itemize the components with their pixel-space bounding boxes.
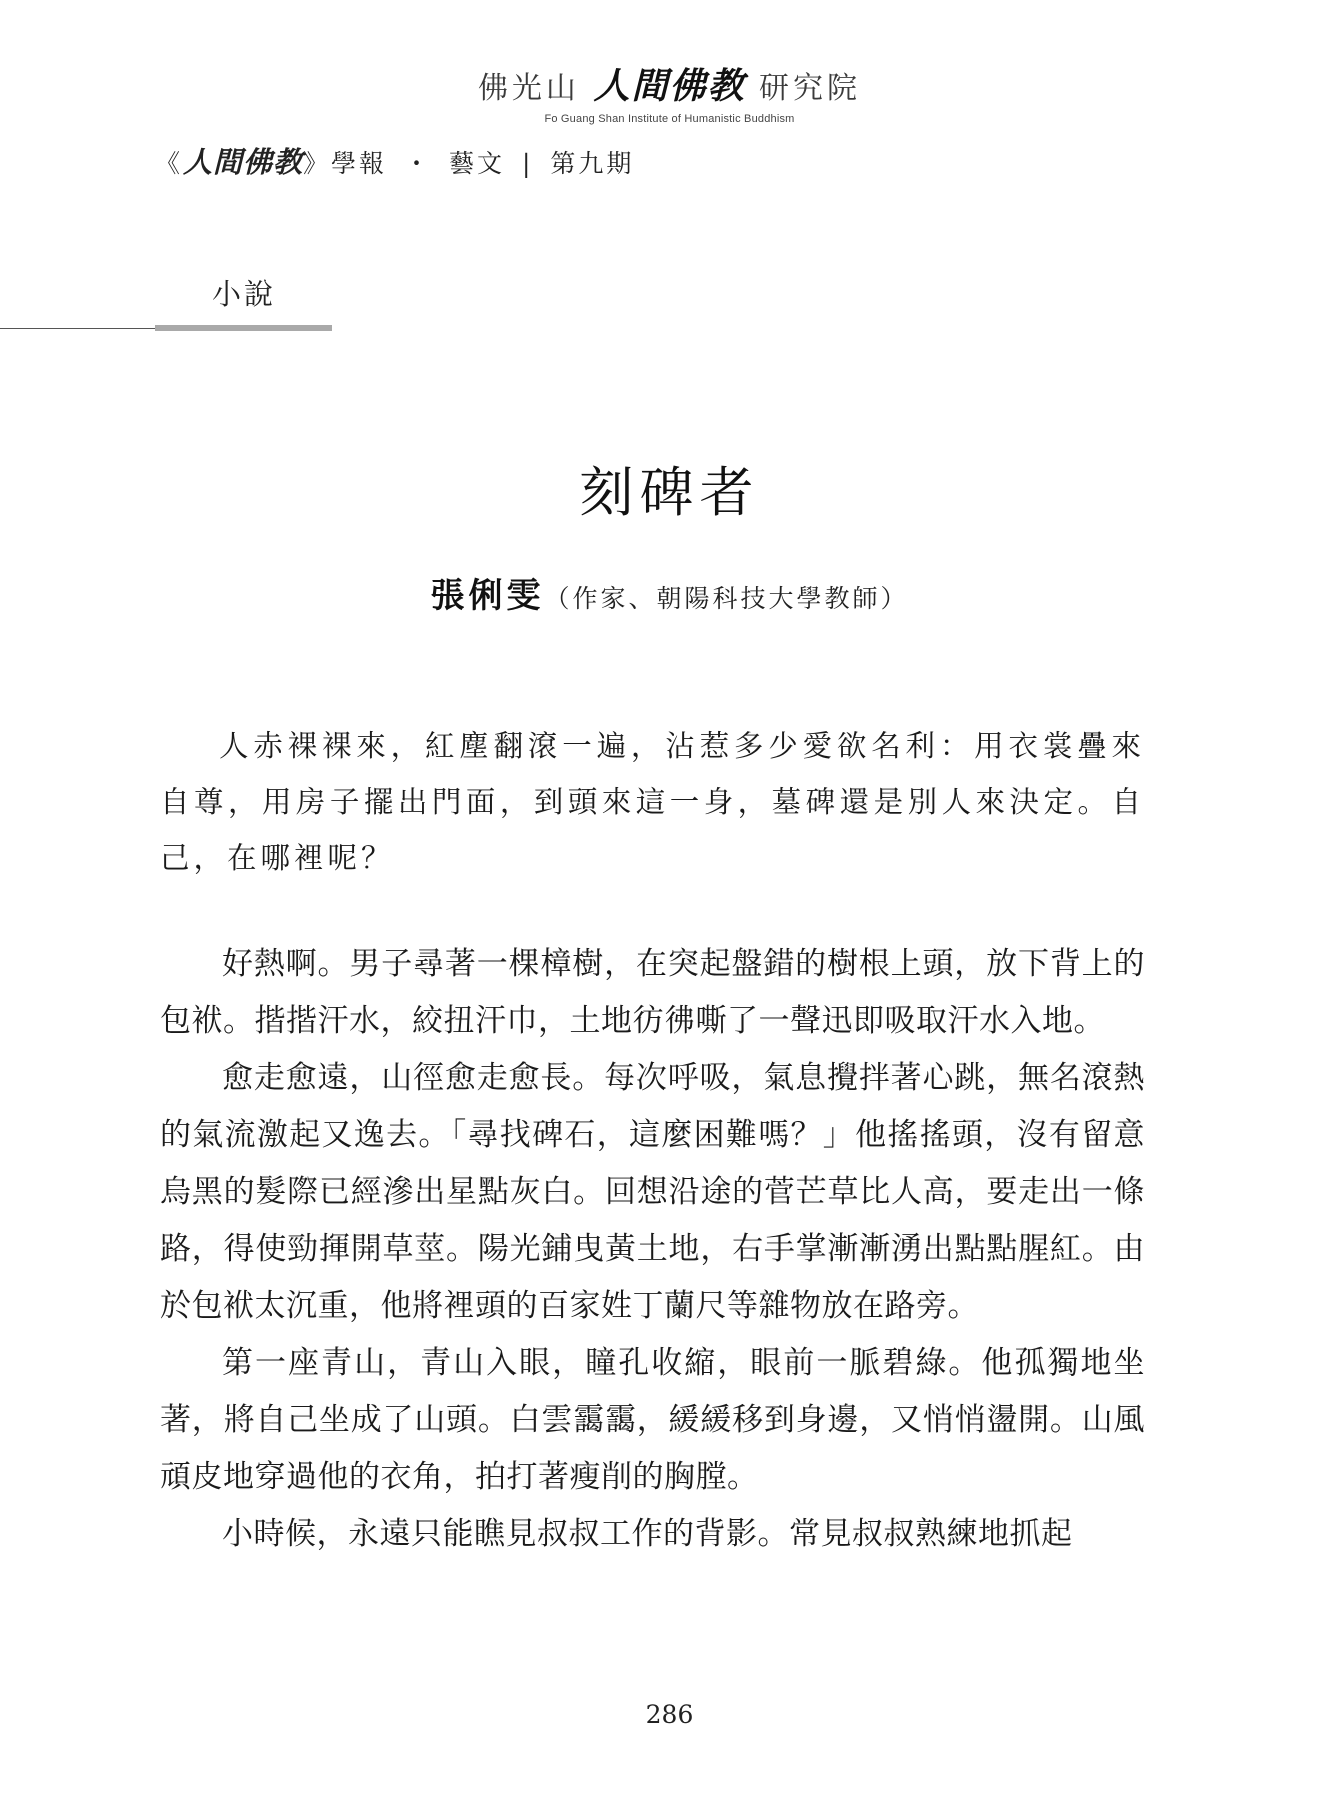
- running-head: [155, 140, 634, 181]
- epigraph: [160, 718, 1145, 886]
- running-head-separator: |: [521, 149, 534, 178]
- section-label: 小說: [212, 277, 277, 311]
- body-paragraph: 第一座青山，青山入眼，瞳孔收縮，眼前一脈碧綠。他孤獨地坐著，將自己坐成了山頭。白雲靄靄，緩緩移到身邊，又悄悄盪開。山風頑皮地穿過他的衣角，拍打著瘦削的胸膛。: [160, 1345, 1145, 1495]
- institute-prefix: 佛光山: [477, 71, 580, 106]
- running-head-open: 《: [155, 149, 184, 178]
- institute-english-name: Fo Guang Shan Institute of Humanistic Buddhism: [544, 113, 795, 125]
- section-rule-thick: [155, 325, 332, 331]
- section-rule-thin: [0, 328, 155, 329]
- running-head-issue: 第九期: [550, 149, 635, 178]
- running-head-dot: ・: [404, 149, 433, 178]
- institute-brand-logo: 人間佛教: [593, 65, 746, 107]
- article-title: 刻碑者: [579, 461, 760, 524]
- body-paragraph: 小時候，永遠只能瞧見叔叔工作的背影。常見叔叔熟練地抓起: [222, 1516, 1073, 1552]
- epigraph-paragraph: 人赤裸裸來，紅塵翻滾一遍，沾惹多少愛欲名利：用衣裳疊來自尊，用房子擺出門面，到頭來這一身，墓碑還是別人來決定。自己，在哪裡呢？: [160, 729, 1145, 875]
- author-name: 張俐雯: [430, 576, 545, 616]
- running-head-section: 藝文: [448, 149, 505, 178]
- body-paragraph: 好熱啊。男子尋著一棵樟樹，在突起盤錯的樹根上頭，放下背上的包袱。揩揩汗水，絞扭汗巾，土地彷彿嘶了一聲迅即吸取汗水入地。: [160, 946, 1145, 1039]
- institute-suffix: 研究院: [759, 71, 862, 106]
- institute-name: [0, 58, 1339, 109]
- institute-header: [0, 58, 1339, 125]
- running-head-journal: 》學報: [303, 149, 388, 178]
- article-body: [160, 936, 1145, 1563]
- body-paragraph: 愈走愈遠，山徑愈走愈長。每次呼吸，氣息攪拌著心跳，無名滾熱的氣流激起又逸去。「尋找碑石，這麼困難嗎？」他搖搖頭，沒有留意烏黑的髮際已經滲出星點灰白。回想沿途的菅芒草比人高，要走出一條路，得使勁揮開草莖。陽光鋪曳黃土地，右手掌漸漸湧出點點腥紅。由於包袱太沉重，他將裡頭的百家姓丁蘭尺等雜物放在路旁。: [160, 1060, 1145, 1324]
- page-number: 286: [645, 1700, 694, 1729]
- running-head-brand: 人間佛教: [183, 145, 304, 179]
- author-affiliation: （作家、朝陽科技大學教師）: [544, 584, 909, 613]
- byline: [0, 568, 1339, 617]
